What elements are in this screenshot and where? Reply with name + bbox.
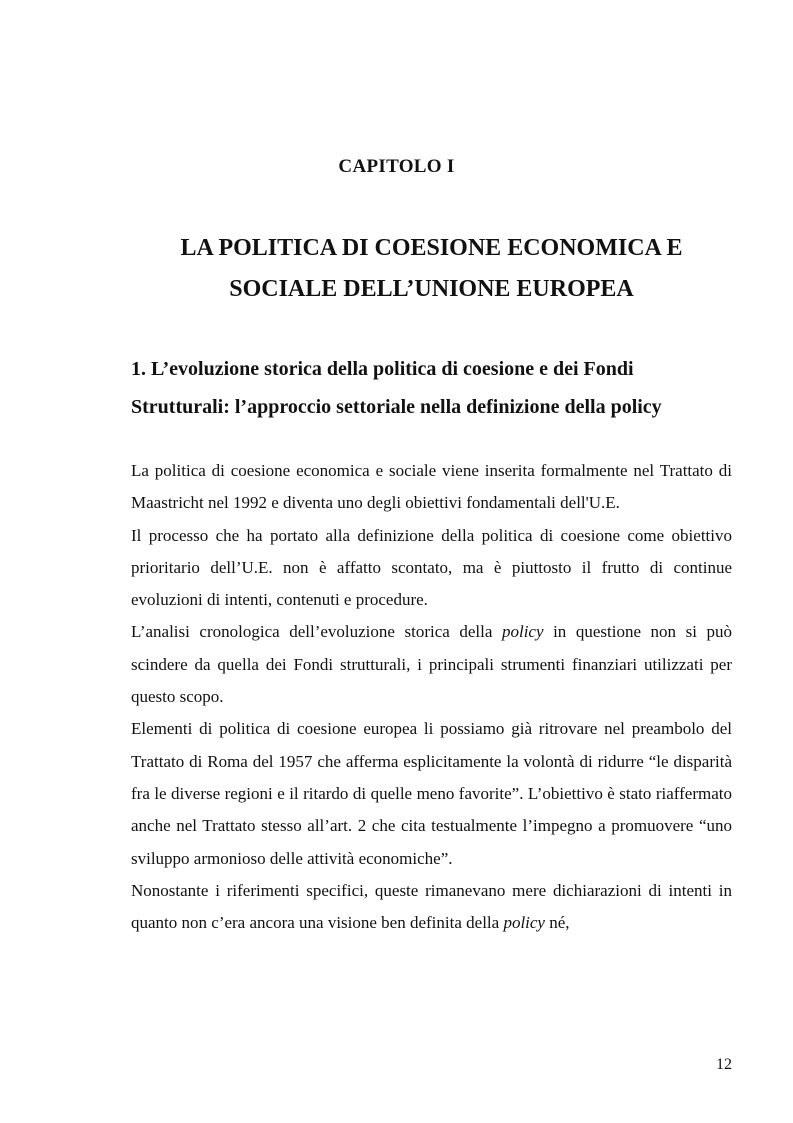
chapter-label: CAPITOLO I — [338, 156, 455, 177]
section-heading-line-2: Strutturali: l’approccio settoriale nella definizione della policy — [131, 396, 662, 418]
section-heading-line-1: 1. L’evoluzione storica della politica di coesione e dei Fondi — [131, 358, 634, 380]
chapter-title-line-1: LA POLITICA DI COESIONE ECONOMICA E — [180, 235, 683, 261]
paragraph-5 — [131, 875, 732, 940]
paragraph-text: La politica di coesione economica e sociale viene inserita formalmente nel Trattato di Maastricht nel 1992 e diventa uno degli obiettivi fondamentali dell'U.E. — [131, 461, 732, 513]
italic-term: policy — [503, 913, 545, 933]
paragraph-1 — [131, 455, 732, 520]
paragraph-text: L’analisi cronologica dell’evoluzione storica della — [131, 622, 502, 642]
paragraph-text: Il processo che ha portato alla definizione della politica di coesione come obiettivo prioritario dell’U.E. non è affatto scontato, ma è piuttosto il frutto di continue evoluzioni di intenti, contenuti e procedure. — [131, 525, 732, 610]
section-heading — [131, 350, 741, 426]
paragraph-3 — [131, 616, 732, 713]
paragraph-2 — [131, 520, 732, 617]
chapter-title-line-2: SOCIALE DELL’UNIONE EUROPEA — [229, 276, 634, 302]
page-number: 12 — [716, 1056, 732, 1073]
paragraph-4 — [131, 713, 732, 874]
italic-term: policy — [501, 622, 544, 642]
paragraph-text: né, — [544, 913, 570, 933]
paragraph-text: Nonostante i riferimenti specifici, queste rimanevano mere dichiarazioni di intenti in quanto non c’era ancora una visione ben definita della — [131, 880, 732, 933]
paragraph-text: Elementi di politica di coesione europea li possiamo già ritrovare nel preambolo del Trattato di Roma del 1957 che afferma esplicitamente la volontà di ridurre “le disparità fra le diverse regioni e il ritardo di quelle meno favorite”. L’obiettivo è stato riaffermato anche nel Trattato stesso all’art. 2 che cita testualmente l’impegno a promuovere “uno sviluppo armonioso delle attività economiche”. — [131, 719, 732, 868]
paragraph-text: in questione non si può scindere da quella dei Fondi strutturali, i principali strumenti finanziari utilizzati per questo scopo. — [131, 622, 732, 707]
chapter-title — [131, 228, 732, 310]
body-text — [131, 455, 732, 939]
